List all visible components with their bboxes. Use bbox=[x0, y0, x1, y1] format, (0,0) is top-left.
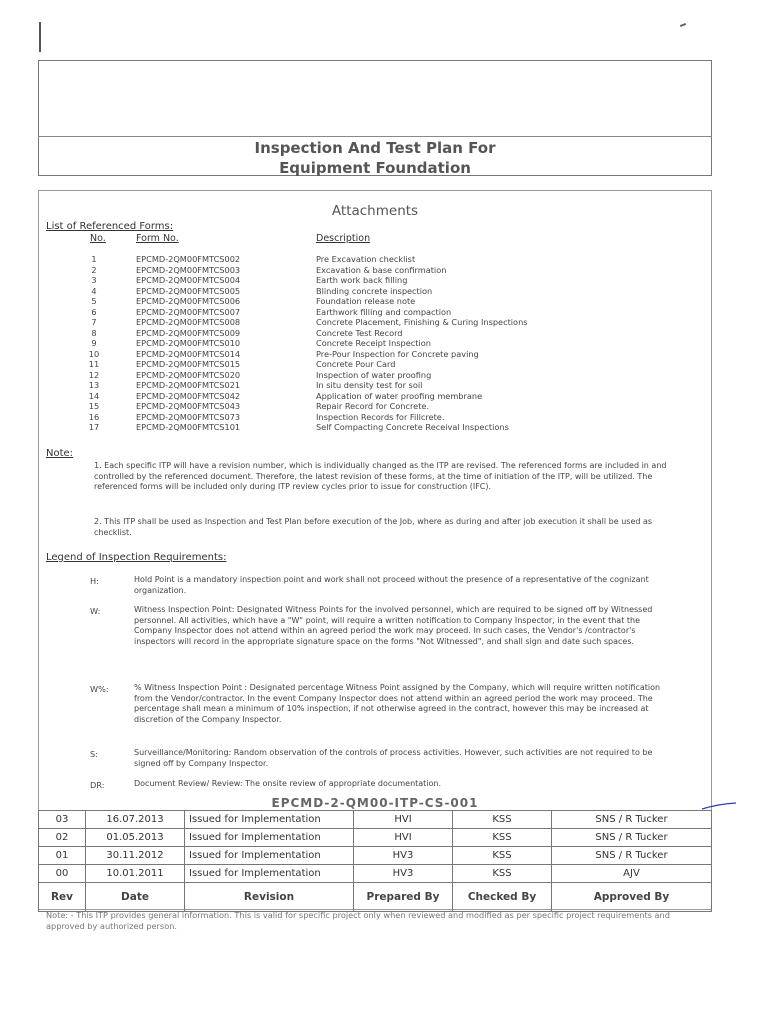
form-description: Concrete Pour Card bbox=[316, 359, 396, 369]
form-number: 5 bbox=[91, 296, 97, 306]
form-row bbox=[84, 391, 684, 402]
legend-text-w: Witness Inspection Point: Designated Witness Points for the involved personnel, which are required to be signed off by Witnessed personnel. All activities, which have a "W" point, will require a written notification to Company Inspector, in the event that the Company Inspector does not attend within an agreed period the work may proceed. In such cases, the Vendor's /contractor's inspectors will record in the appropriate signature space on the forms "Not Witnessed", and shall sign and date such spaces. bbox=[134, 605, 653, 646]
form-row bbox=[84, 370, 684, 381]
form-code: EPCMD-2QM00FMTCS002 bbox=[136, 254, 241, 264]
revision-cell: Issued for Implementation bbox=[185, 865, 354, 883]
checked-by-cell: KSS bbox=[453, 847, 552, 865]
form-description: Concrete Receipt Inspection bbox=[316, 338, 431, 348]
footer-note: Note: - This ITP provides general information. This is valid for specific project only when reviewed and modified as per specific project requirements and approved by authorized person. bbox=[46, 910, 670, 931]
form-number: 17 bbox=[88, 422, 100, 432]
form-description: Inspection of water proofing bbox=[316, 369, 432, 380]
note-1: 1. Each specific ITP will have a revision number, which is individually changed as the ITP are revised. The referenced forms are included in and controlled by the referenced document. Therefore, the latest revision of these forms, at the time of initiation of the ITP, will be utilized. The referenced forms will be included only during ITP review cycles prior to issue for construction (IFC). bbox=[94, 461, 667, 491]
revision-row bbox=[39, 811, 712, 829]
form-code: EPCMD-2QM00FMTCS020 bbox=[136, 369, 241, 380]
form-code: EPCMD-2QM00FMTCS043 bbox=[136, 401, 241, 411]
legend-key-wp: W%: bbox=[90, 684, 109, 694]
form-row bbox=[84, 265, 684, 276]
revision-header: Revision bbox=[185, 883, 354, 912]
form-code: EPCMD-2QM00FMTCS042 bbox=[136, 390, 241, 401]
form-description: Concrete Test Record bbox=[316, 327, 403, 338]
form-number: 6 bbox=[91, 306, 97, 317]
prepared-by-cell: HV3 bbox=[354, 865, 453, 883]
form-number: 11 bbox=[88, 359, 100, 369]
form-description: Foundation release note bbox=[316, 296, 416, 306]
checked-by-header: Checked By bbox=[453, 883, 552, 912]
form-description: Blinding concrete inspection bbox=[316, 285, 433, 296]
revision-header-row bbox=[39, 883, 712, 912]
form-row bbox=[84, 296, 684, 307]
form-number: 3 bbox=[91, 275, 97, 285]
form-description: Concrete Placement, Finishing & Curing Inspections bbox=[316, 317, 528, 327]
form-number: 13 bbox=[88, 380, 100, 390]
form-code: EPCMD-2QM00FMTCS004 bbox=[136, 275, 241, 285]
form-number: 14 bbox=[88, 390, 100, 401]
form-number: 15 bbox=[88, 401, 100, 411]
form-number: 2 bbox=[91, 264, 97, 275]
title-line-2: Equipment Foundation bbox=[279, 159, 471, 177]
checked-by-cell: KSS bbox=[453, 829, 552, 847]
form-row bbox=[84, 275, 684, 286]
legend-key-dr: DR: bbox=[90, 780, 105, 790]
revision-cell: Issued for Implementation bbox=[185, 829, 354, 847]
form-number: 16 bbox=[88, 411, 100, 422]
form-code: EPCMD-2QM00FMTCS003 bbox=[136, 264, 241, 275]
col-no-header: No. bbox=[90, 233, 106, 244]
approved-by-cell: SNS / R Tucker bbox=[552, 829, 712, 847]
form-row bbox=[84, 338, 684, 349]
rev-cell: 03 bbox=[39, 811, 86, 829]
header-divider bbox=[38, 136, 712, 137]
checked-by-cell: KSS bbox=[453, 865, 552, 883]
revision-cell: Issued for Implementation bbox=[185, 811, 354, 829]
rev-cell: 02 bbox=[39, 829, 86, 847]
form-number: 4 bbox=[91, 285, 97, 296]
form-code: EPCMD-2QM00FMTCS073 bbox=[136, 411, 241, 422]
form-row bbox=[84, 349, 684, 360]
form-code: EPCMD-2QM00FMTCS006 bbox=[136, 296, 241, 306]
title-line-1: Inspection And Test Plan For bbox=[254, 139, 496, 157]
checked-by-cell: KSS bbox=[453, 811, 552, 829]
form-number: 1 bbox=[91, 254, 97, 264]
revision-cell: Issued for Implementation bbox=[185, 847, 354, 865]
form-row bbox=[84, 422, 684, 433]
date-header: Date bbox=[86, 883, 185, 912]
form-code: EPCMD-2QM00FMTCS010 bbox=[136, 338, 241, 348]
legend-text-wp: % Witness Inspection Point : Designated percentage Witness Point assigned by the Company, which will require written notification from the Vendor/contractor. In the event Company Inspector does not attend within an agreed period the work may proceed. The percentage shall mean a minimum of 10% inspection, if not otherwise agreed in the contract, however this may be increased at discretion of the Company Inspector. bbox=[134, 683, 661, 724]
document-number: EPCMD-2-QM00-ITP-CS-001 bbox=[271, 796, 479, 810]
form-description: In situ density test for soil bbox=[316, 380, 423, 390]
approved-by-cell: AJV bbox=[552, 865, 712, 883]
form-code: EPCMD-2QM00FMTCS014 bbox=[136, 348, 241, 359]
form-row bbox=[84, 380, 684, 391]
date-cell: 10.01.2011 bbox=[86, 865, 185, 883]
form-description: Repair Record for Concrete. bbox=[316, 401, 430, 411]
revision-table bbox=[38, 796, 712, 912]
form-code: EPCMD-2QM00FMTCS101 bbox=[136, 422, 241, 432]
legend-key-h: H: bbox=[90, 576, 99, 586]
col-form-header: Form No. bbox=[136, 233, 179, 244]
form-row bbox=[84, 412, 684, 423]
form-description: Earthwork filling and compaction bbox=[316, 306, 452, 317]
form-description: Pre Excavation checklist bbox=[316, 254, 416, 264]
form-code: EPCMD-2QM00FMTCS021 bbox=[136, 380, 241, 390]
form-number: 8 bbox=[91, 327, 97, 338]
form-code: EPCMD-2QM00FMTCS009 bbox=[136, 327, 241, 338]
form-code: EPCMD-2QM00FMTCS008 bbox=[136, 317, 241, 327]
form-row bbox=[84, 328, 684, 339]
form-row bbox=[84, 317, 684, 328]
legend-text-s: Surveillance/Monitoring: Random observation of the controls of process activities. However, such activities are not required to be signed off by Company Inspector. bbox=[134, 748, 653, 768]
attachments-title: Attachments bbox=[331, 203, 419, 219]
legend-heading: Legend of Inspection Requirements: bbox=[46, 552, 227, 563]
form-number: 7 bbox=[91, 317, 97, 327]
form-row bbox=[84, 254, 684, 265]
col-desc-header: Description bbox=[316, 233, 371, 244]
form-code: EPCMD-2QM00FMTCS005 bbox=[136, 285, 241, 296]
scan-mark bbox=[39, 22, 41, 52]
revision-row bbox=[39, 865, 712, 883]
form-row bbox=[84, 307, 684, 318]
revision-row bbox=[39, 829, 712, 847]
form-description: Application of water proofing membrane bbox=[316, 390, 483, 401]
form-number: 12 bbox=[88, 369, 100, 380]
approved-by-header: Approved By bbox=[552, 883, 712, 912]
prepared-by-header: Prepared By bbox=[354, 883, 453, 912]
legend-text-dr: Document Review/ Review: The onsite review of appropriate documentation. bbox=[134, 779, 442, 788]
form-code: EPCMD-2QM00FMTCS007 bbox=[136, 306, 241, 317]
revision-row bbox=[39, 847, 712, 865]
date-cell: 16.07.2013 bbox=[86, 811, 185, 829]
form-description: Excavation & base confirmation bbox=[316, 264, 447, 275]
form-row bbox=[84, 286, 684, 297]
rev-cell: 00 bbox=[39, 865, 86, 883]
form-description: Pre-Pour Inspection for Concrete paving bbox=[316, 348, 479, 359]
pen-mark bbox=[700, 800, 740, 812]
scan-mark bbox=[680, 23, 686, 27]
prepared-by-cell: HVI bbox=[354, 829, 453, 847]
form-row bbox=[84, 401, 684, 412]
form-description: Inspection Records for Fillcrete. bbox=[316, 411, 445, 422]
form-number: 10 bbox=[88, 348, 100, 359]
legend-key-w: W: bbox=[90, 606, 101, 616]
approved-by-cell: SNS / R Tucker bbox=[552, 811, 712, 829]
form-description: Earth work back filling bbox=[316, 275, 408, 285]
form-number: 9 bbox=[91, 338, 97, 348]
rev-header: Rev bbox=[39, 883, 86, 912]
form-row bbox=[84, 359, 684, 370]
document-title bbox=[38, 138, 712, 178]
legend-key-s: S: bbox=[90, 749, 98, 759]
note-2: 2. This ITP shall be used as Inspection and Test Plan before execution of the Job, where as during and after job execution it shall be used as checklist. bbox=[94, 517, 653, 537]
forms-list bbox=[84, 254, 684, 433]
form-code: EPCMD-2QM00FMTCS015 bbox=[136, 359, 241, 369]
approved-by-cell: SNS / R Tucker bbox=[552, 847, 712, 865]
legend-text-h: Hold Point is a mandatory inspection point and work shall not proceed without the presence of a representative of the cognizant organization. bbox=[134, 575, 649, 595]
forms-heading: List of Referenced Forms: bbox=[46, 221, 174, 232]
form-description: Self Compacting Concrete Receival Inspections bbox=[316, 422, 509, 432]
rev-cell: 01 bbox=[39, 847, 86, 865]
note-heading: Note: bbox=[46, 448, 74, 459]
date-cell: 01.05.2013 bbox=[86, 829, 185, 847]
prepared-by-cell: HV3 bbox=[354, 847, 453, 865]
date-cell: 30.11.2012 bbox=[86, 847, 185, 865]
prepared-by-cell: HVI bbox=[354, 811, 453, 829]
